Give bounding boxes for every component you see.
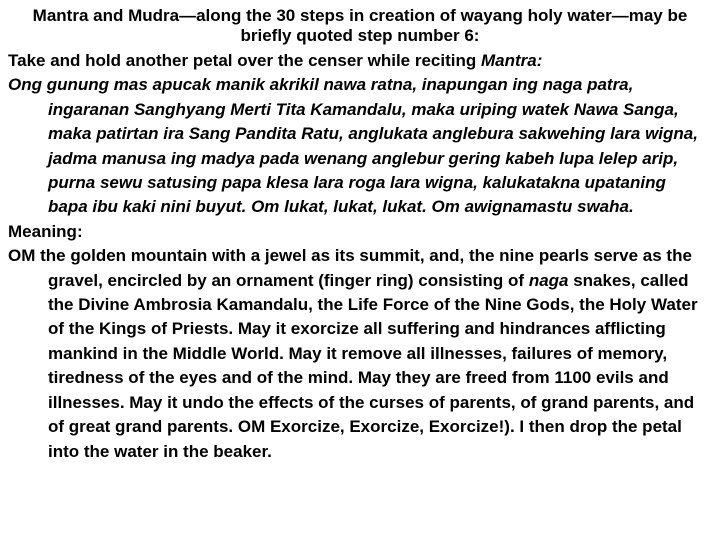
meaning-paragraph	[0, 244, 720, 464]
meaning-label: Meaning:	[8, 221, 83, 241]
intro-emphasis: Mantra:	[480, 51, 543, 70]
intro-paragraph	[0, 49, 720, 73]
meaning-text-before: OM the golden mountain with a jewel as its summit, and, the nine pearls serve as the gravel, encircled by an ornament (finger ring) consisting of	[8, 246, 692, 290]
mantra-paragraph: Ong gunung mas apucak manik akrikil nawa ratna, inapungan ing naga patra, ingaranan Sanghyang Merti Tita Kamandalu, maka uriping watek Nawa Sanga, maka patirtan ira Sang Pandita Ratu, anglukata anglebura sakwehing lara wigna, jadma manusa ing madya pada wenang anglebur gering kabeh lupa lelep arip, purna sewu satusing papa klesa lara roga lara wigna, kalukatakna upataning bapa ibu kaki nini buyut. Om lukat, lukat, lukat. Om awignamastu swaha.	[8, 75, 698, 217]
intro-text: Take and hold another petal over the censer while reciting	[8, 51, 481, 70]
meaning-emphasis: naga	[528, 270, 569, 290]
meaning-text-after: snakes, called the Divine Ambrosia Kamandalu, the Life Force of the Nine Gods, the Holy Water of the Kings of Priests. May it exorcize all suffering and hindrances afflicting mankind in the Middle World. May it remove all illnesses, failures of memory, tiredness of the eyes and of the mind. May they are freed from 1100 evils and illnesses. May it undo the effects of the curses of parents, of grand parents, and of great grand parents. OM Exorcize, Exorcize, Exorcize!). I then drop the petal into the water in the beaker.	[48, 270, 698, 461]
document-title: Mantra and Mudra—along the 30 steps in creation of wayang holy water—may be briefly quoted step number 6:	[32, 6, 688, 45]
